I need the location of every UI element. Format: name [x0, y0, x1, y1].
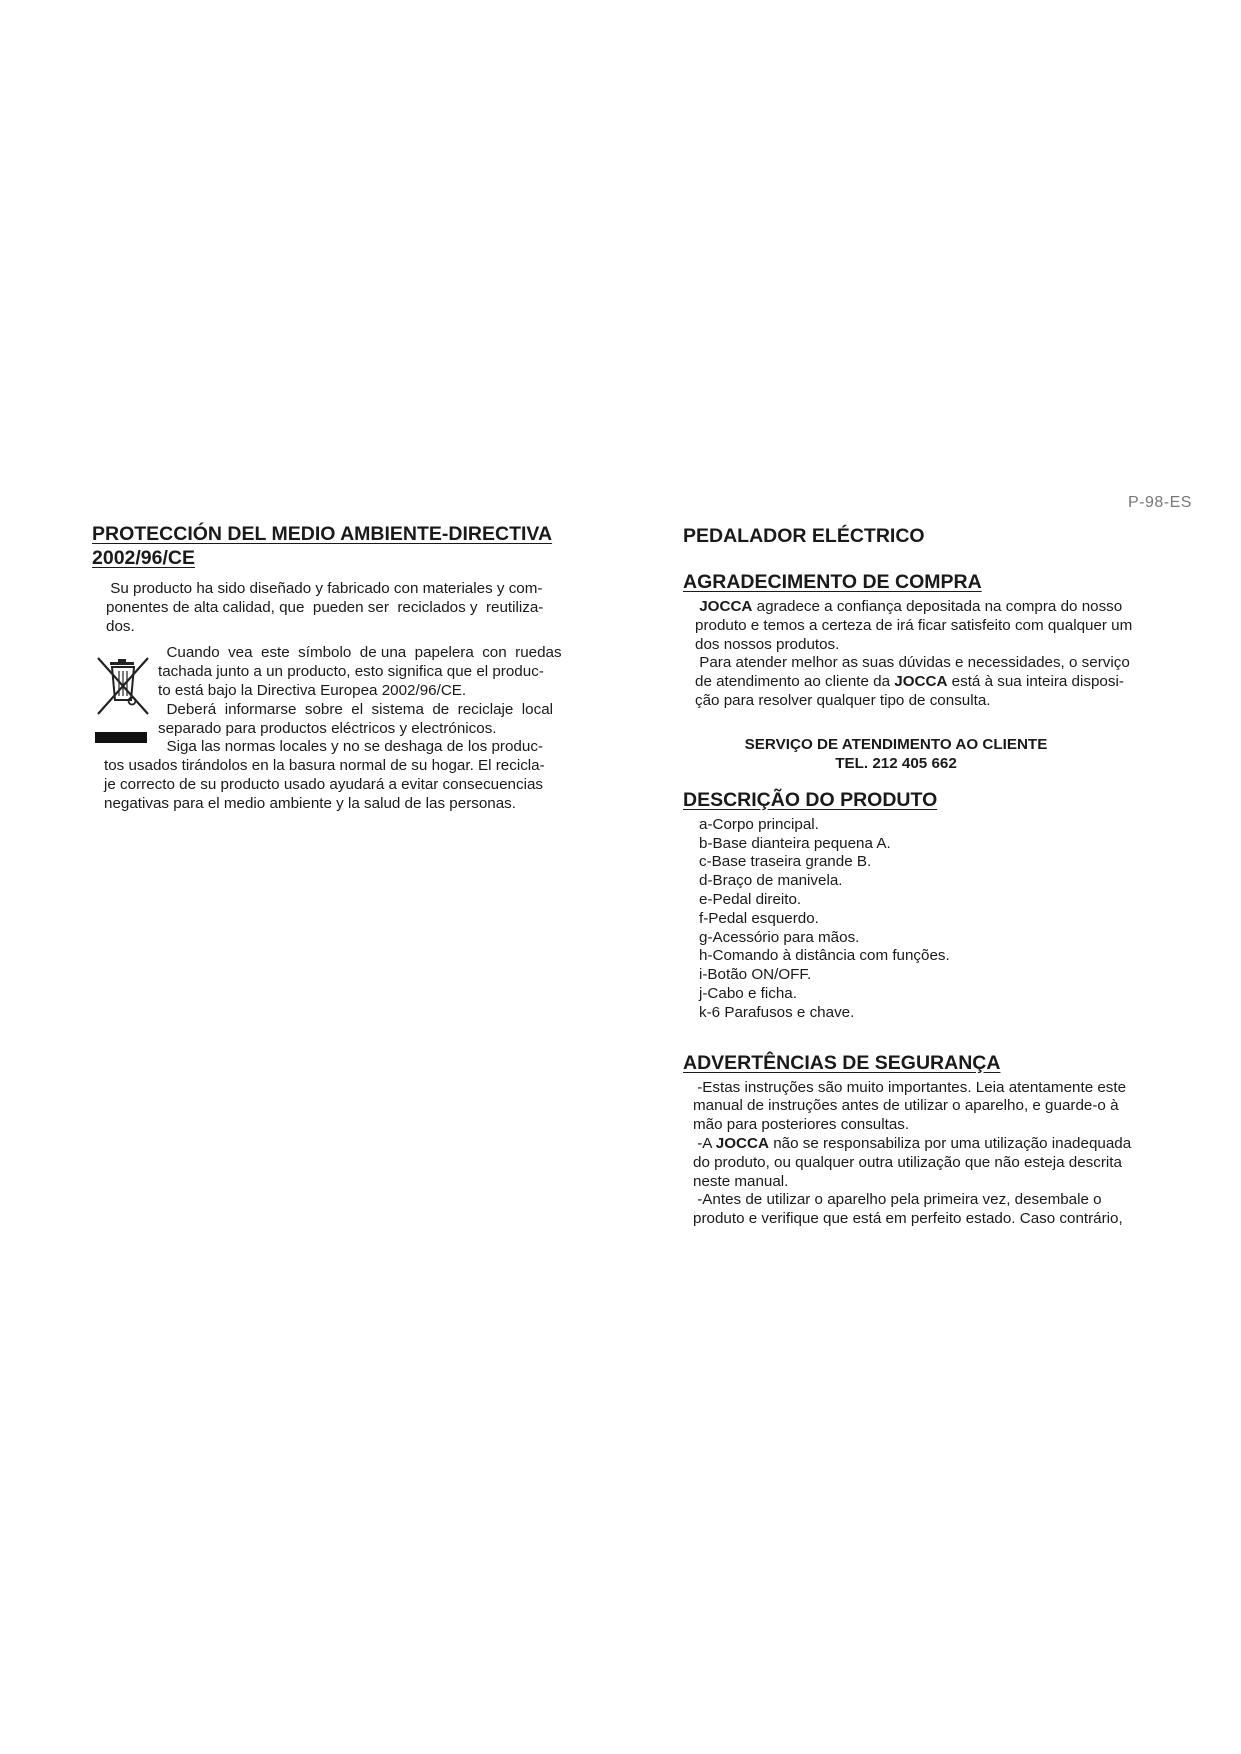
environment-title-line1: PROTECCIÓN DEL MEDIO AMBIENTE-DIRECTIVA: [92, 523, 553, 545]
thanks-line: produto e temos a certeza de irá ficar satisfeito com qualquer um: [695, 616, 1133, 634]
environment-title: [92, 522, 574, 570]
symbol-line: Deberá informarse sobre el sistema de reciclaje local: [158, 700, 554, 718]
weee-symbol-block: [92, 644, 574, 757]
warning-line: neste manual.: [693, 1172, 789, 1190]
thanks-line: de atendimento ao cliente da JOCCA está à sua inteira disposi-: [695, 673, 1124, 691]
page-number: P-98-ES: [1128, 494, 1192, 511]
list-item: g-Acessório para mãos.: [699, 928, 860, 946]
symbol-line: tachada junto a un producto, esto significa que el produc-: [158, 663, 544, 681]
intro-line: Su producto ha sido diseñado y fabricado con materiales y com-: [106, 580, 543, 597]
symbol-line: to está bajo la Directiva Europea 2002/96/CE.: [158, 681, 467, 699]
list-item: b-Base dianteira pequena A.: [699, 834, 891, 852]
list-item: i-Botão ON/OFF.: [699, 966, 812, 984]
closing-line: negativas para el medio ambiente y la salud de las personas.: [104, 794, 516, 812]
left-column: [92, 522, 574, 814]
right-column: [683, 524, 1153, 1229]
intro-line: dos.: [106, 617, 135, 635]
thanks-title: AGRADECIMENTO DE COMPRA: [683, 571, 982, 593]
closing-line: je correcto de su producto usado ayudará a evitar consecuencias: [104, 775, 544, 793]
symbol-line: Siga las normas locales y no se deshaga de los produc-: [158, 738, 543, 756]
customer-service-title: SERVIÇO DE ATENDIMENTO AO CLIENTE: [744, 735, 1048, 753]
thanks-line: Para atender melhor as suas dúvidas e necessidades, o serviço: [695, 654, 1130, 672]
list-item: k-6 Parafusos e chave.: [699, 1003, 855, 1021]
warning-line: -Antes de utilizar o aparelho pela primeira vez, desembale o: [693, 1191, 1102, 1209]
customer-service-block: [683, 735, 1109, 774]
warning-line: mão para posteriores consultas.: [693, 1116, 910, 1134]
list-item: f-Pedal esquerdo.: [699, 909, 819, 927]
brand-name: JOCCA: [715, 1134, 769, 1152]
warnings-text: [683, 1079, 1153, 1229]
customer-service-phone: TEL. 212 405 662: [835, 755, 957, 773]
brand-name: JOCCA: [699, 598, 753, 615]
warning-line: -A JOCCA não se responsabiliza por uma utilização inadequada: [693, 1134, 1132, 1152]
list-item: j-Cabo e ficha.: [699, 984, 797, 1002]
warning-line: manual de instruções antes de utilizar o aparelho, e guarde-o à: [693, 1097, 1119, 1115]
description-list: [683, 816, 1153, 1023]
list-item: d-Braço de manivela.: [699, 872, 843, 890]
list-item: a-Corpo principal.: [699, 815, 819, 833]
crossed-out-wheeled-bin-icon: [94, 656, 152, 748]
warning-line: do produto, ou qualquer outra utilização que não esteja descrita: [693, 1153, 1122, 1171]
environment-intro: [92, 580, 574, 636]
description-title: DESCRIÇÃO DO PRODUTO: [683, 788, 938, 811]
warnings-title: ADVERTÊNCIAS DE SEGURANÇA: [683, 1051, 1001, 1074]
list-item: h-Comando à distância com funções.: [699, 947, 950, 965]
symbol-line: Cuando vea este símbolo de una papelera con ruedas: [158, 644, 562, 662]
thanks-line: dos nossos produtos.: [695, 635, 840, 653]
environment-closing: [92, 757, 574, 813]
list-item: e-Pedal direito.: [699, 890, 802, 908]
thanks-line: JOCCA agradece a confiança depositada na compra do nosso: [699, 598, 1123, 615]
warning-line: -Estas instruções são muito importantes. Leia atentamente este: [693, 1078, 1127, 1096]
product-title: PEDALADOR ELÉCTRICO: [683, 525, 925, 547]
environment-title-line2: 2002/96/CE: [92, 547, 195, 569]
list-item: c-Base traseira grande B.: [699, 853, 872, 871]
intro-line: ponentes de alta calidad, que pueden ser reciclados y reutiliza-: [106, 598, 544, 616]
warning-line: produto e verifique que está em perfeito estado. Caso contrário,: [693, 1210, 1123, 1228]
symbol-line: separado para productos eléctricos y electrónicos.: [158, 719, 497, 737]
thanks-text: [683, 598, 1153, 711]
closing-line: tos usados tirándolos en la basura normal de su hogar. El recicla-: [104, 757, 545, 775]
brand-name: JOCCA: [894, 673, 948, 691]
thanks-line: ção para resolver qualquer tipo de consulta.: [695, 691, 991, 709]
